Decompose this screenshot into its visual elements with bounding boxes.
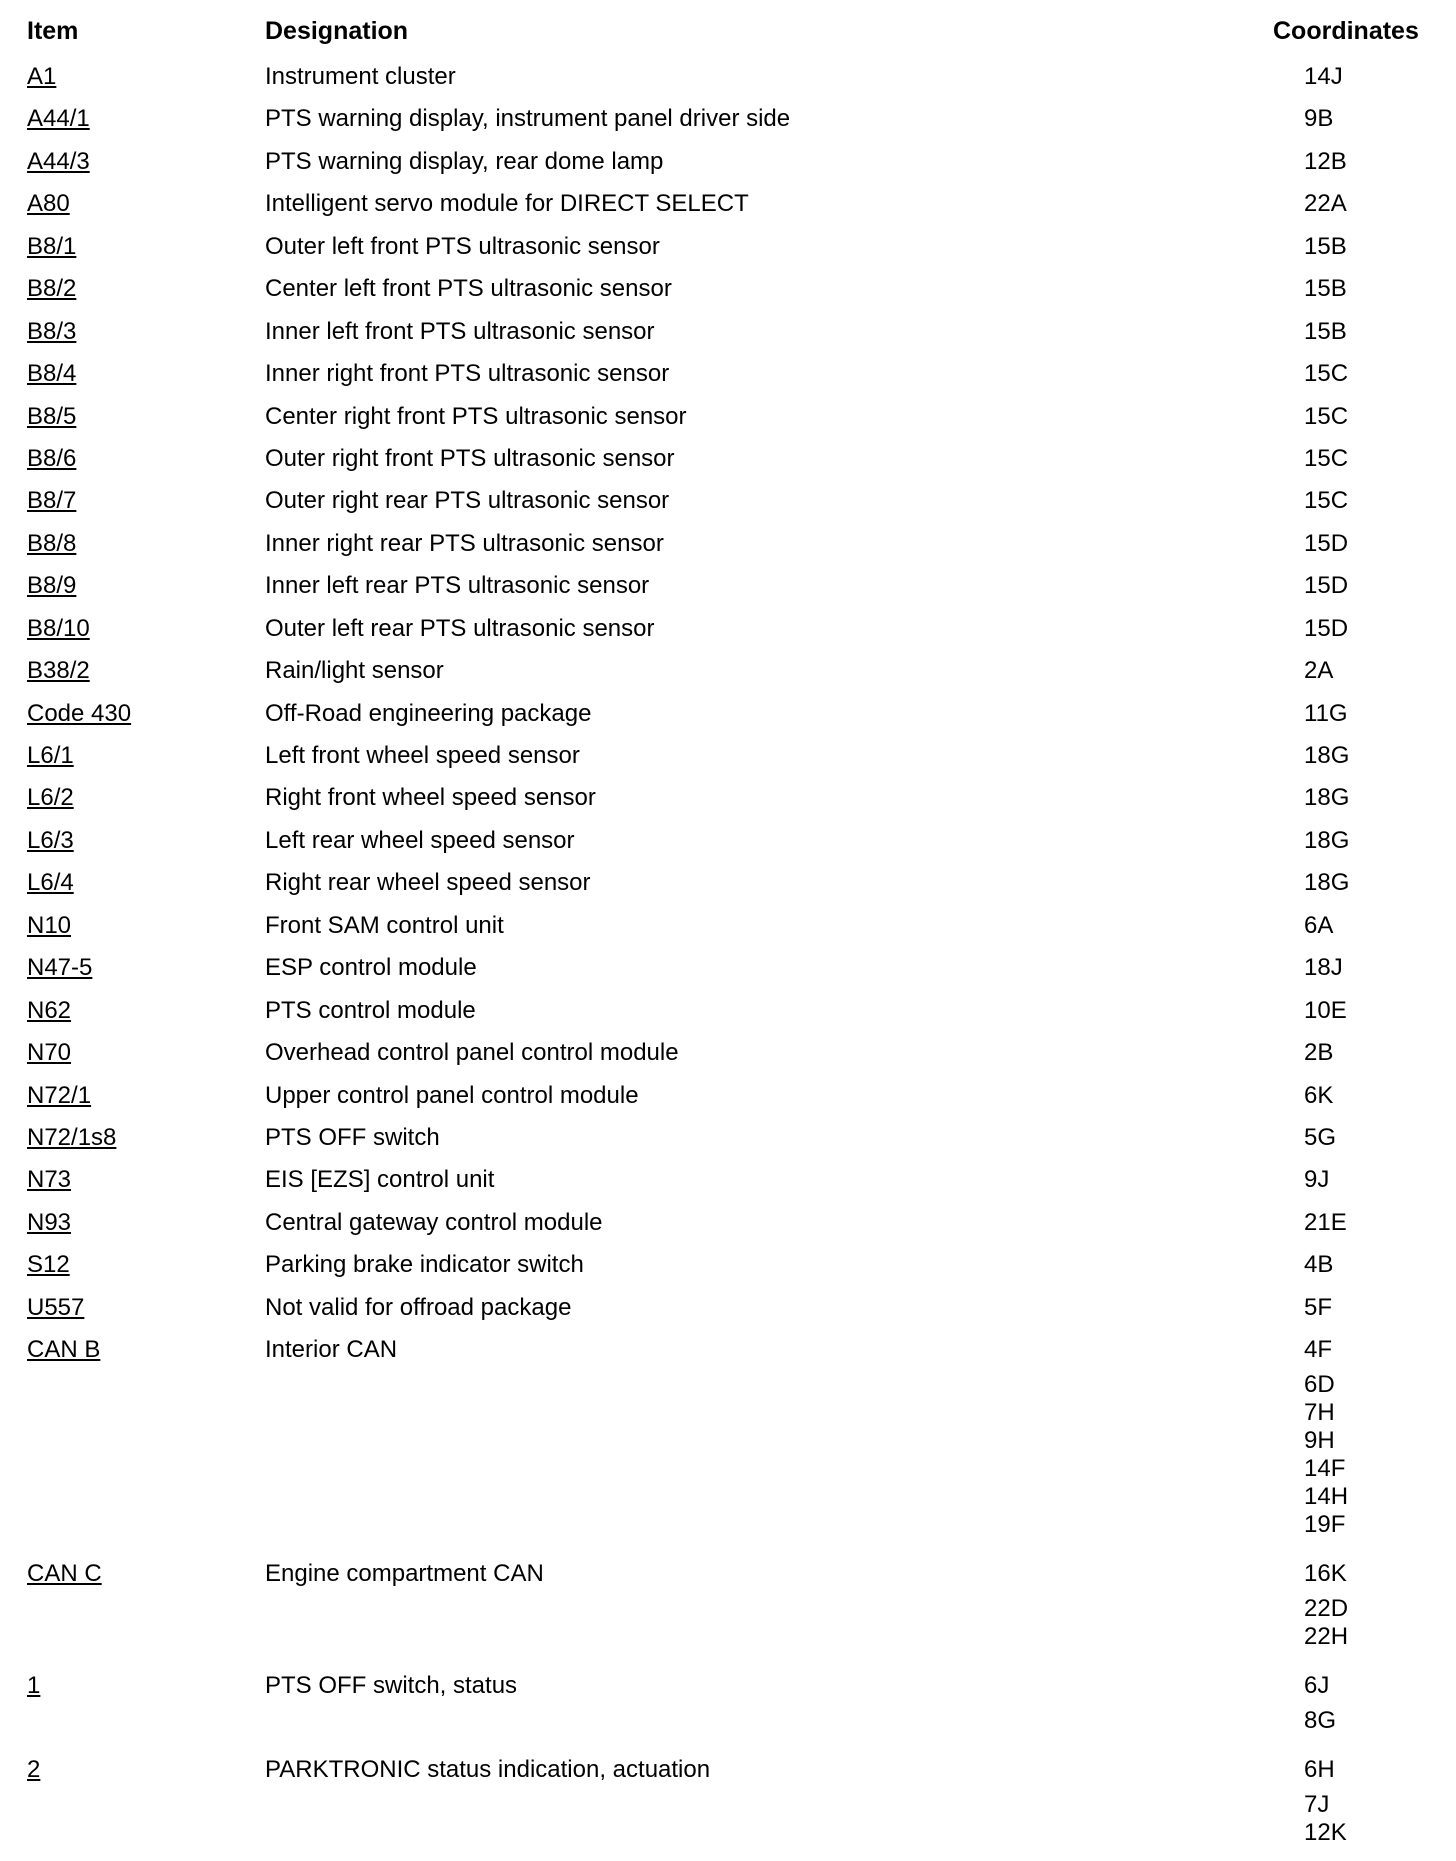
table-row bbox=[0, 650, 1456, 692]
item-link[interactable]: B8/3 bbox=[27, 317, 77, 345]
coordinate-value: 4F bbox=[1304, 1336, 1333, 1364]
coordinates-cell bbox=[1304, 905, 1333, 947]
coordinates-cell bbox=[1304, 438, 1348, 480]
table-row bbox=[0, 1032, 1456, 1074]
coordinate-value: 5F bbox=[1304, 1293, 1333, 1321]
item-link[interactable]: N93 bbox=[27, 1208, 72, 1236]
item-link[interactable]: CAN C bbox=[27, 1560, 102, 1588]
item-link[interactable]: CAN B bbox=[27, 1336, 101, 1364]
coordinates-cell bbox=[1304, 777, 1349, 819]
table-row bbox=[0, 98, 1456, 140]
coordinates-column-header: Coordinates bbox=[1273, 17, 1419, 45]
item-link[interactable]: 2 bbox=[27, 1756, 41, 1784]
coordinate-value: 22H bbox=[1304, 1623, 1349, 1651]
designation-text: Front SAM control unit bbox=[265, 911, 504, 939]
coordinate-value: 18G bbox=[1304, 784, 1350, 812]
coordinate-value: 18G bbox=[1304, 826, 1350, 854]
designation-text: Upper control panel control module bbox=[265, 1081, 639, 1109]
coordinate-value: 9B bbox=[1304, 105, 1334, 133]
item-link[interactable]: S12 bbox=[27, 1251, 70, 1279]
coordinates-cell bbox=[1304, 693, 1348, 735]
item-link[interactable]: B8/10 bbox=[27, 614, 90, 642]
coordinate-value: 14F bbox=[1304, 1455, 1346, 1483]
designation-column-header: Designation bbox=[265, 17, 409, 45]
designation-text: Instrument cluster bbox=[265, 63, 456, 90]
table-row bbox=[0, 183, 1456, 225]
table-row bbox=[0, 353, 1456, 395]
item-link[interactable]: B8/4 bbox=[27, 360, 77, 388]
table-row bbox=[0, 1244, 1456, 1286]
designation-text: Parking brake indicator switch bbox=[265, 1251, 584, 1279]
designation-text: Off-Road engineering package bbox=[265, 699, 592, 727]
coordinates-cell bbox=[1304, 183, 1347, 225]
designation-text: Outer left rear PTS ultrasonic sensor bbox=[265, 614, 655, 642]
coordinate-value: 4B bbox=[1304, 1251, 1334, 1279]
designation-text: Intelligent servo module for DIRECT SELECT bbox=[265, 190, 749, 218]
coordinate-value: 9H bbox=[1304, 1427, 1335, 1455]
table-row bbox=[0, 862, 1456, 904]
item-link[interactable]: N70 bbox=[27, 1039, 72, 1067]
item-link[interactable]: N62 bbox=[27, 996, 72, 1024]
coordinates-cell bbox=[1304, 56, 1343, 98]
coordinate-value: 5G bbox=[1304, 1123, 1337, 1151]
designation-text: Center right front PTS ultrasonic sensor bbox=[265, 402, 687, 430]
coordinate-value: 11G bbox=[1304, 699, 1348, 727]
coordinates-cell bbox=[1304, 1159, 1329, 1201]
coordinates-cell bbox=[1304, 1117, 1336, 1159]
table-row bbox=[0, 1117, 1456, 1159]
coordinates-cell bbox=[1304, 650, 1333, 692]
designation-text: Inner right rear PTS ultrasonic sensor bbox=[265, 529, 664, 557]
coordinate-value: 14H bbox=[1304, 1483, 1349, 1511]
item-link[interactable]: Code 430 bbox=[27, 699, 132, 727]
item-link[interactable]: B8/8 bbox=[27, 529, 77, 557]
coordinate-value: 12K bbox=[1304, 1819, 1347, 1847]
table-row bbox=[0, 693, 1456, 735]
designation-text: Overhead control panel control module bbox=[265, 1039, 679, 1067]
coordinates-cell bbox=[1304, 1665, 1336, 1735]
table-row bbox=[0, 1665, 1456, 1749]
designation-text: Right rear wheel speed sensor bbox=[265, 869, 591, 897]
coordinates-cell bbox=[1304, 990, 1347, 1032]
coordinates-cell bbox=[1304, 608, 1348, 650]
coordinate-value: 18G bbox=[1304, 742, 1350, 769]
coordinates-cell bbox=[1304, 1553, 1348, 1651]
table-row bbox=[0, 523, 1456, 565]
item-link[interactable]: N72/1s8 bbox=[27, 1123, 117, 1151]
coordinate-value: 15D bbox=[1304, 614, 1349, 642]
item-link[interactable]: B38/2 bbox=[27, 657, 90, 685]
coordinate-value: 21E bbox=[1304, 1208, 1347, 1236]
coordinates-cell bbox=[1304, 396, 1348, 438]
coordinate-value: 14J bbox=[1304, 63, 1343, 90]
designation-text: Outer right front PTS ultrasonic sensor bbox=[265, 444, 675, 472]
designation-text: Inner left front PTS ultrasonic sensor bbox=[265, 317, 655, 345]
coordinate-value: 10E bbox=[1304, 996, 1347, 1024]
coordinate-value: 7J bbox=[1304, 1791, 1330, 1819]
coordinates-cell bbox=[1304, 226, 1347, 268]
coordinate-value: 15C bbox=[1304, 444, 1349, 472]
designation-text: EIS [EZS] control unit bbox=[265, 1166, 495, 1194]
table-row bbox=[0, 735, 1456, 777]
designation-text: PTS OFF switch, status bbox=[265, 1672, 518, 1700]
coordinate-value: 18J bbox=[1304, 954, 1343, 982]
coordinate-value: 15C bbox=[1304, 360, 1349, 388]
item-link[interactable]: U557 bbox=[27, 1293, 85, 1321]
coordinate-value: 15D bbox=[1304, 529, 1349, 557]
item-link[interactable]: L6/1 bbox=[27, 742, 74, 769]
coordinate-value: 15D bbox=[1304, 572, 1349, 600]
coordinates-cell bbox=[1304, 1075, 1333, 1117]
item-link[interactable]: B8/1 bbox=[27, 232, 77, 260]
table-row bbox=[0, 141, 1456, 183]
designation-text: Engine compartment CAN bbox=[265, 1560, 544, 1588]
designation-text: PTS warning display, rear dome lamp bbox=[265, 147, 664, 175]
coordinates-cell bbox=[1304, 1749, 1347, 1847]
table-row bbox=[0, 1329, 1456, 1553]
coordinates-cell bbox=[1304, 862, 1349, 904]
item-link[interactable]: B8/7 bbox=[27, 487, 77, 515]
designation-text: Outer left front PTS ultrasonic sensor bbox=[265, 232, 660, 260]
item-link[interactable]: B8/5 bbox=[27, 402, 77, 430]
coordinate-value: 2B bbox=[1304, 1039, 1334, 1067]
coordinate-value: 15B bbox=[1304, 317, 1347, 345]
coordinate-value: 15B bbox=[1304, 275, 1347, 303]
designation-text: Center left front PTS ultrasonic sensor bbox=[265, 275, 672, 303]
table-row bbox=[0, 1553, 1456, 1665]
designation-text: Rain/light sensor bbox=[265, 657, 444, 685]
coordinate-value: 8G bbox=[1304, 1707, 1337, 1735]
designation-text: Left front wheel speed sensor bbox=[265, 742, 580, 769]
coordinates-cell bbox=[1304, 1329, 1348, 1539]
item-link[interactable]: L6/3 bbox=[27, 826, 74, 854]
designation-text: Central gateway control module bbox=[265, 1208, 603, 1236]
coordinate-value: 12B bbox=[1304, 147, 1347, 175]
item-link[interactable]: N72/1 bbox=[27, 1081, 92, 1109]
item-link[interactable]: B8/2 bbox=[27, 275, 77, 303]
designation-text: Left rear wheel speed sensor bbox=[265, 826, 575, 854]
table-row bbox=[0, 1287, 1456, 1329]
item-link[interactable]: N10 bbox=[27, 911, 72, 939]
coordinate-value: 6H bbox=[1304, 1756, 1335, 1784]
table-row bbox=[0, 480, 1456, 522]
designation-text: Outer right rear PTS ultrasonic sensor bbox=[265, 487, 670, 515]
coordinates-cell bbox=[1304, 1202, 1347, 1244]
table-row bbox=[0, 1159, 1456, 1201]
coordinate-value: 15C bbox=[1304, 487, 1349, 515]
coordinates-cell bbox=[1304, 1032, 1333, 1074]
coordinates-cell bbox=[1304, 947, 1343, 989]
coordinate-value: 2A bbox=[1304, 657, 1334, 685]
designation-text: Right front wheel speed sensor bbox=[265, 784, 596, 812]
table-row bbox=[0, 947, 1456, 989]
table-row bbox=[0, 777, 1456, 819]
table-row bbox=[0, 565, 1456, 607]
coordinates-cell bbox=[1304, 1287, 1332, 1329]
designation-text: PTS OFF switch bbox=[265, 1123, 440, 1151]
coordinate-value: 15C bbox=[1304, 402, 1349, 430]
item-link[interactable]: A44/3 bbox=[27, 147, 90, 175]
item-link[interactable]: N47-5 bbox=[27, 954, 93, 982]
coordinates-cell bbox=[1304, 735, 1349, 777]
coordinate-value: 9J bbox=[1304, 1166, 1330, 1194]
coordinate-value: 22A bbox=[1304, 190, 1347, 218]
designation-text: PARKTRONIC status indication, actuation bbox=[265, 1756, 711, 1784]
designation-text: Interior CAN bbox=[265, 1336, 398, 1364]
table-row bbox=[0, 820, 1456, 862]
table-row bbox=[0, 1075, 1456, 1117]
coordinates-cell bbox=[1304, 268, 1347, 310]
coordinate-value: 19F bbox=[1304, 1511, 1346, 1539]
table-row bbox=[0, 396, 1456, 438]
item-link[interactable]: L6/4 bbox=[27, 869, 74, 897]
legend-table-body bbox=[0, 56, 1456, 1861]
coordinates-cell bbox=[1304, 480, 1348, 522]
designation-text: Inner left rear PTS ultrasonic sensor bbox=[265, 572, 650, 600]
table-header bbox=[0, 14, 1456, 48]
coordinate-value: 6A bbox=[1304, 911, 1334, 939]
coordinates-cell bbox=[1304, 523, 1348, 565]
table-row bbox=[0, 438, 1456, 480]
table-row bbox=[0, 268, 1456, 310]
coordinates-cell bbox=[1304, 141, 1347, 183]
coordinates-cell bbox=[1304, 565, 1348, 607]
item-link[interactable]: B8/6 bbox=[27, 444, 77, 472]
table-row bbox=[0, 1202, 1456, 1244]
item-column-header: Item bbox=[27, 17, 79, 45]
table-row bbox=[0, 905, 1456, 947]
coordinate-value: 7H bbox=[1304, 1399, 1335, 1427]
coordinate-value: 18G bbox=[1304, 869, 1350, 897]
item-link[interactable]: A80 bbox=[27, 190, 70, 218]
table-row bbox=[0, 56, 1456, 98]
designation-text: PTS control module bbox=[265, 996, 476, 1024]
coordinates-cell bbox=[1304, 353, 1348, 395]
coordinates-cell bbox=[1304, 1244, 1333, 1286]
coordinate-value: 15B bbox=[1304, 232, 1347, 260]
coordinates-cell bbox=[1304, 820, 1349, 862]
designation-text: Inner right front PTS ultrasonic sensor bbox=[265, 360, 670, 388]
item-link[interactable]: B8/9 bbox=[27, 572, 77, 600]
table-row bbox=[0, 311, 1456, 353]
item-link[interactable]: 1 bbox=[27, 1672, 41, 1700]
table-row bbox=[0, 1749, 1456, 1861]
coordinate-value: 22D bbox=[1304, 1595, 1349, 1623]
coordinate-value: 6D bbox=[1304, 1371, 1335, 1399]
designation-text: Not valid for offroad package bbox=[265, 1293, 572, 1321]
item-link[interactable]: N73 bbox=[27, 1166, 72, 1194]
coordinate-value: 16K bbox=[1304, 1560, 1347, 1588]
coordinate-value: 6J bbox=[1304, 1672, 1330, 1700]
table-row bbox=[0, 608, 1456, 650]
item-link[interactable]: A1 bbox=[27, 63, 57, 90]
table-row bbox=[0, 990, 1456, 1032]
table-row bbox=[0, 226, 1456, 268]
coordinate-value: 6K bbox=[1304, 1081, 1334, 1109]
designation-text: ESP control module bbox=[265, 954, 477, 982]
coordinates-cell bbox=[1304, 311, 1347, 353]
item-link[interactable]: L6/2 bbox=[27, 784, 74, 812]
item-link[interactable]: A44/1 bbox=[27, 105, 90, 133]
coordinates-cell bbox=[1304, 98, 1333, 140]
designation-text: PTS warning display, instrument panel driver side bbox=[265, 105, 791, 133]
